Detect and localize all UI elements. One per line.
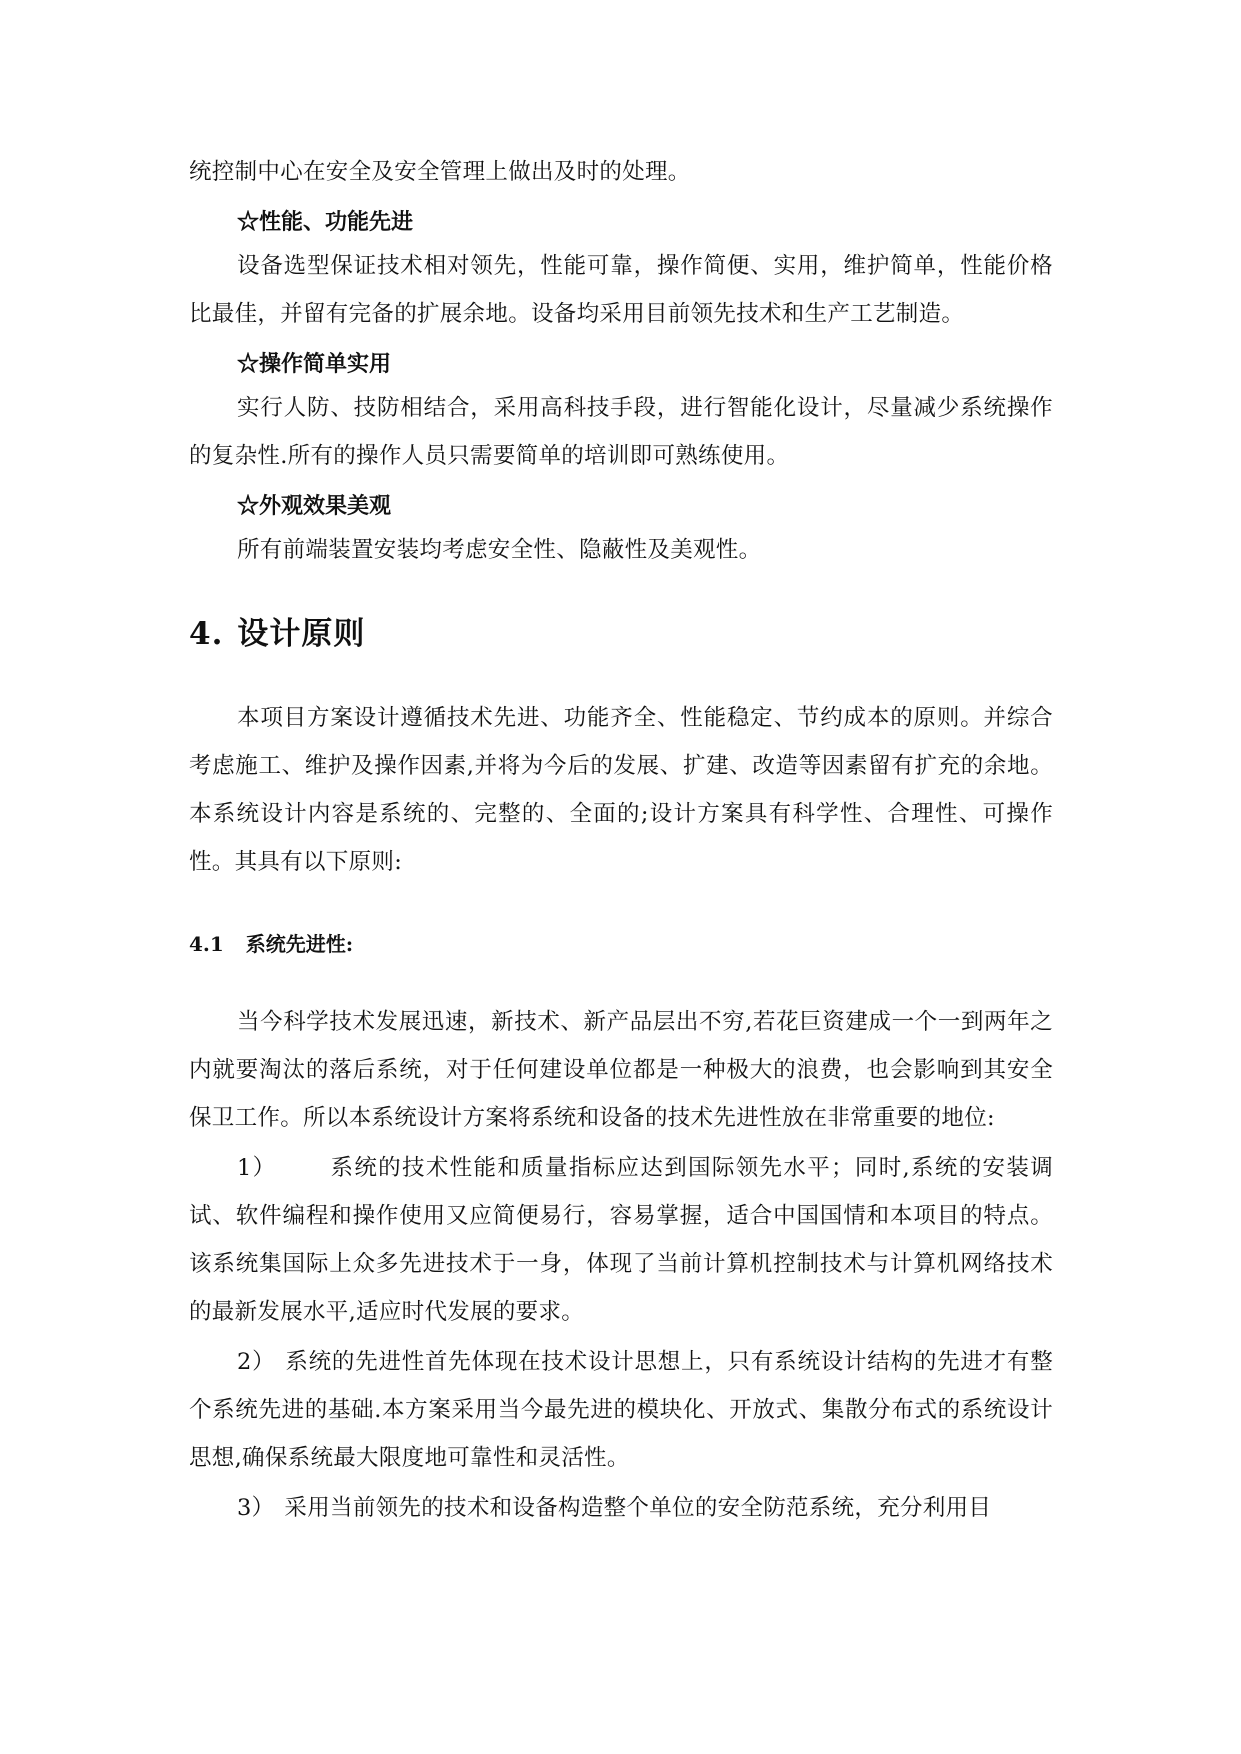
feature-heading: ☆操作简单实用 — [237, 351, 392, 377]
list-text: 系统的先进性首先体现在技术设计思想上，只有系统设计结构的先进才有整个系统先进的基础.本方案采用当今最先进的模块化、开放式、集散分布式的系统设计思想,确保系统最大限度地可靠性和灵活性。 — [189, 1349, 1053, 1471]
list-marker: 3） — [237, 1495, 275, 1521]
section-heading — [189, 608, 1053, 660]
list-marker: 2） — [237, 1349, 276, 1375]
list-text: 系统的技术性能和质量指标应达到国际领先水平；同时,系统的安装调试、软件编程和操作使用又应简便易行，容易掌握，适合中国国情和本项目的特点。该系统集国际上众多先进技术于一身，体现了当前计算机控制技术与计算机网络技术的最新发展水平,适应时代发展的要求。 — [189, 1155, 1054, 1325]
feature-heading: ☆性能、功能先进 — [237, 209, 414, 235]
document-body — [189, 152, 1053, 1532]
subsection-heading — [189, 924, 1053, 964]
list-item — [189, 1338, 1053, 1482]
feature-body: 所有前端装置安装均考虑安全性、隐蔽性及美观性。 — [237, 537, 762, 563]
subsection-title: 系统先进性: — [245, 932, 354, 956]
list-item — [189, 1144, 1053, 1336]
feature-body: 设备选型保证技术相对领先，性能可靠，操作简便、实用，维护简单，性能价格比最佳，并留有完备的扩展余地。设备均采用目前领先技术和生产工艺制造。 — [189, 253, 1053, 327]
section-number: 4. — [189, 616, 224, 652]
section-intro-paragraph: 本项目方案设计遵循技术先进、功能齐全、性能稳定、节约成本的原则。并综合考虑施工、维护及操作因素,并将为今后的发展、扩建、改造等因素留有扩充的余地。本系统设计内容是系统的、完整的、全面的;设计方案具有科学性、合理性、可操作性。其具有以下原则: — [189, 705, 1053, 875]
list-item — [189, 1484, 1053, 1532]
feature-performance — [189, 202, 1053, 338]
feature-operation — [189, 344, 1053, 480]
feature-body: 实行人防、技防相结合，采用高科技手段，进行智能化设计，尽量减少系统操作的复杂性.所有的操作人员只需要简单的培训即可熟练使用。 — [189, 395, 1053, 469]
intro-tail-paragraph: 统控制中心在安全及安全管理上做出及时的处理。 — [189, 159, 691, 185]
list-marker: 1） — [237, 1155, 277, 1181]
list-text: 采用当前领先的技术和设备构造整个单位的安全防范系统，充分利用目 — [284, 1495, 992, 1521]
section-title: 设计原则 — [237, 616, 366, 652]
subsection-number: 4.1 — [189, 932, 224, 956]
feature-appearance — [189, 486, 1053, 574]
feature-heading: ☆外观效果美观 — [237, 493, 392, 519]
subsection-intro-paragraph: 当今科学技术发展迅速，新技术、新产品层出不穷,若花巨资建成一个一到两年之内就要淘汰的落后系统，对于任何建设单位都是一种极大的浪费，也会影响到其安全保卫工作。所以本系统设计方案将系统和设备的技术先进性放在非常重要的地位: — [189, 1009, 1053, 1131]
